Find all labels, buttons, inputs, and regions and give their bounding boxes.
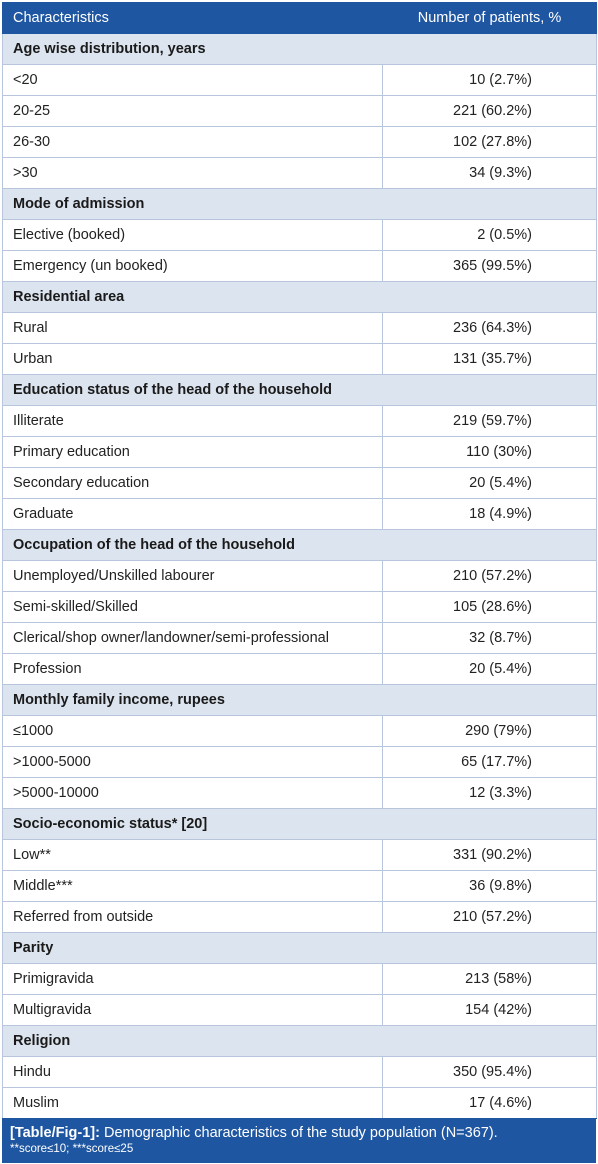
section-title: Socio-economic status* [20] xyxy=(3,809,597,840)
row-value: 210 (57.2%) xyxy=(383,561,597,592)
table-row xyxy=(3,158,597,189)
table-row xyxy=(3,778,597,809)
row-label: >30 xyxy=(3,158,383,189)
row-label: ≤1000 xyxy=(3,716,383,747)
section-title: Religion xyxy=(3,1026,597,1057)
row-label: >1000-5000 xyxy=(3,747,383,778)
table-row xyxy=(3,871,597,902)
row-label: Illiterate xyxy=(3,406,383,437)
row-value: 2 (0.5%) xyxy=(383,220,597,251)
row-value: 365 (99.5%) xyxy=(383,251,597,282)
row-label: Emergency (un booked) xyxy=(3,251,383,282)
row-label: Rural xyxy=(3,313,383,344)
row-label: 20-25 xyxy=(3,96,383,127)
row-label: Hindu xyxy=(3,1057,383,1088)
row-value: 290 (79%) xyxy=(383,716,597,747)
row-value: 105 (28.6%) xyxy=(383,592,597,623)
caption-main xyxy=(10,1124,588,1142)
row-value: 221 (60.2%) xyxy=(383,96,597,127)
row-value: 331 (90.2%) xyxy=(383,840,597,871)
section-title: Residential area xyxy=(3,282,597,313)
row-label: Semi-skilled/Skilled xyxy=(3,592,383,623)
table-row xyxy=(3,902,597,933)
caption-note: **score≤10; ***score≤25 xyxy=(10,1143,134,1155)
row-label: Profession xyxy=(3,654,383,685)
table-row xyxy=(3,747,597,778)
section-title: Occupation of the head of the household xyxy=(3,530,597,561)
table-row xyxy=(3,220,597,251)
table-row xyxy=(3,995,597,1026)
row-label: Multigravida xyxy=(3,995,383,1026)
section-title: Parity xyxy=(3,933,597,964)
table-row xyxy=(3,406,597,437)
table-row xyxy=(3,499,597,530)
row-value: 154 (42%) xyxy=(383,995,597,1026)
row-value: 350 (95.4%) xyxy=(383,1057,597,1088)
row-value: 213 (58%) xyxy=(383,964,597,995)
section-header-row xyxy=(3,189,597,220)
section-header-row xyxy=(3,34,597,65)
row-label: Urban xyxy=(3,344,383,375)
section-header-row xyxy=(3,933,597,964)
header-characteristics: Characteristics xyxy=(3,3,383,34)
table-row xyxy=(3,437,597,468)
header-number-of-patients: Number of patients, % xyxy=(383,3,597,34)
table-row xyxy=(3,65,597,96)
table-row xyxy=(3,468,597,499)
row-label: Clerical/shop owner/landowner/semi-professional xyxy=(3,623,383,654)
row-label: Elective (booked) xyxy=(3,220,383,251)
table-row xyxy=(3,716,597,747)
row-value: 20 (5.4%) xyxy=(383,654,597,685)
row-value: 18 (4.9%) xyxy=(383,499,597,530)
caption-label: [Table/Fig-1]: xyxy=(10,1125,100,1141)
row-value: 236 (64.3%) xyxy=(383,313,597,344)
row-label: Secondary education xyxy=(3,468,383,499)
row-value: 10 (2.7%) xyxy=(383,65,597,96)
table-row xyxy=(3,964,597,995)
row-value: 34 (9.3%) xyxy=(383,158,597,189)
section-title: Age wise distribution, years xyxy=(3,34,597,65)
caption-text: Demographic characteristics of the study population (N=367). xyxy=(103,1125,498,1141)
table-row xyxy=(3,654,597,685)
table-row xyxy=(3,251,597,282)
row-value: 17 (4.6%) xyxy=(383,1088,597,1119)
row-value: 20 (5.4%) xyxy=(383,468,597,499)
demographics-table xyxy=(2,2,597,1119)
table-row xyxy=(3,313,597,344)
row-label: 26-30 xyxy=(3,127,383,158)
row-value: 65 (17.7%) xyxy=(383,747,597,778)
row-value: 210 (57.2%) xyxy=(383,902,597,933)
row-value: 32 (8.7%) xyxy=(383,623,597,654)
section-header-row xyxy=(3,282,597,313)
header-row xyxy=(3,3,597,34)
section-header-row xyxy=(3,1026,597,1057)
table-row xyxy=(3,840,597,871)
row-label: Referred from outside xyxy=(3,902,383,933)
section-header-row xyxy=(3,809,597,840)
section-header-row xyxy=(3,685,597,716)
section-header-row xyxy=(3,375,597,406)
row-label: Muslim xyxy=(3,1088,383,1119)
section-title: Mode of admission xyxy=(3,189,597,220)
table-row xyxy=(3,127,597,158)
table-row xyxy=(3,96,597,127)
table-figure xyxy=(2,2,596,1163)
row-label: <20 xyxy=(3,65,383,96)
section-title: Monthly family income, rupees xyxy=(3,685,597,716)
table-caption xyxy=(2,1119,596,1163)
row-value: 219 (59.7%) xyxy=(383,406,597,437)
row-value: 102 (27.8%) xyxy=(383,127,597,158)
section-header-row xyxy=(3,530,597,561)
row-label: Graduate xyxy=(3,499,383,530)
section-title: Education status of the head of the household xyxy=(3,375,597,406)
row-value: 12 (3.3%) xyxy=(383,778,597,809)
row-label: Middle*** xyxy=(3,871,383,902)
row-label: Low** xyxy=(3,840,383,871)
row-value: 131 (35.7%) xyxy=(383,344,597,375)
table-row xyxy=(3,623,597,654)
table-body xyxy=(3,34,597,1119)
row-label: Primary education xyxy=(3,437,383,468)
table-row xyxy=(3,561,597,592)
table-row xyxy=(3,592,597,623)
row-label: Primigravida xyxy=(3,964,383,995)
row-value: 110 (30%) xyxy=(383,437,597,468)
table-row xyxy=(3,1088,597,1119)
table-row xyxy=(3,344,597,375)
row-label: Unemployed/Unskilled labourer xyxy=(3,561,383,592)
row-value: 36 (9.8%) xyxy=(383,871,597,902)
table-row xyxy=(3,1057,597,1088)
row-label: >5000-10000 xyxy=(3,778,383,809)
